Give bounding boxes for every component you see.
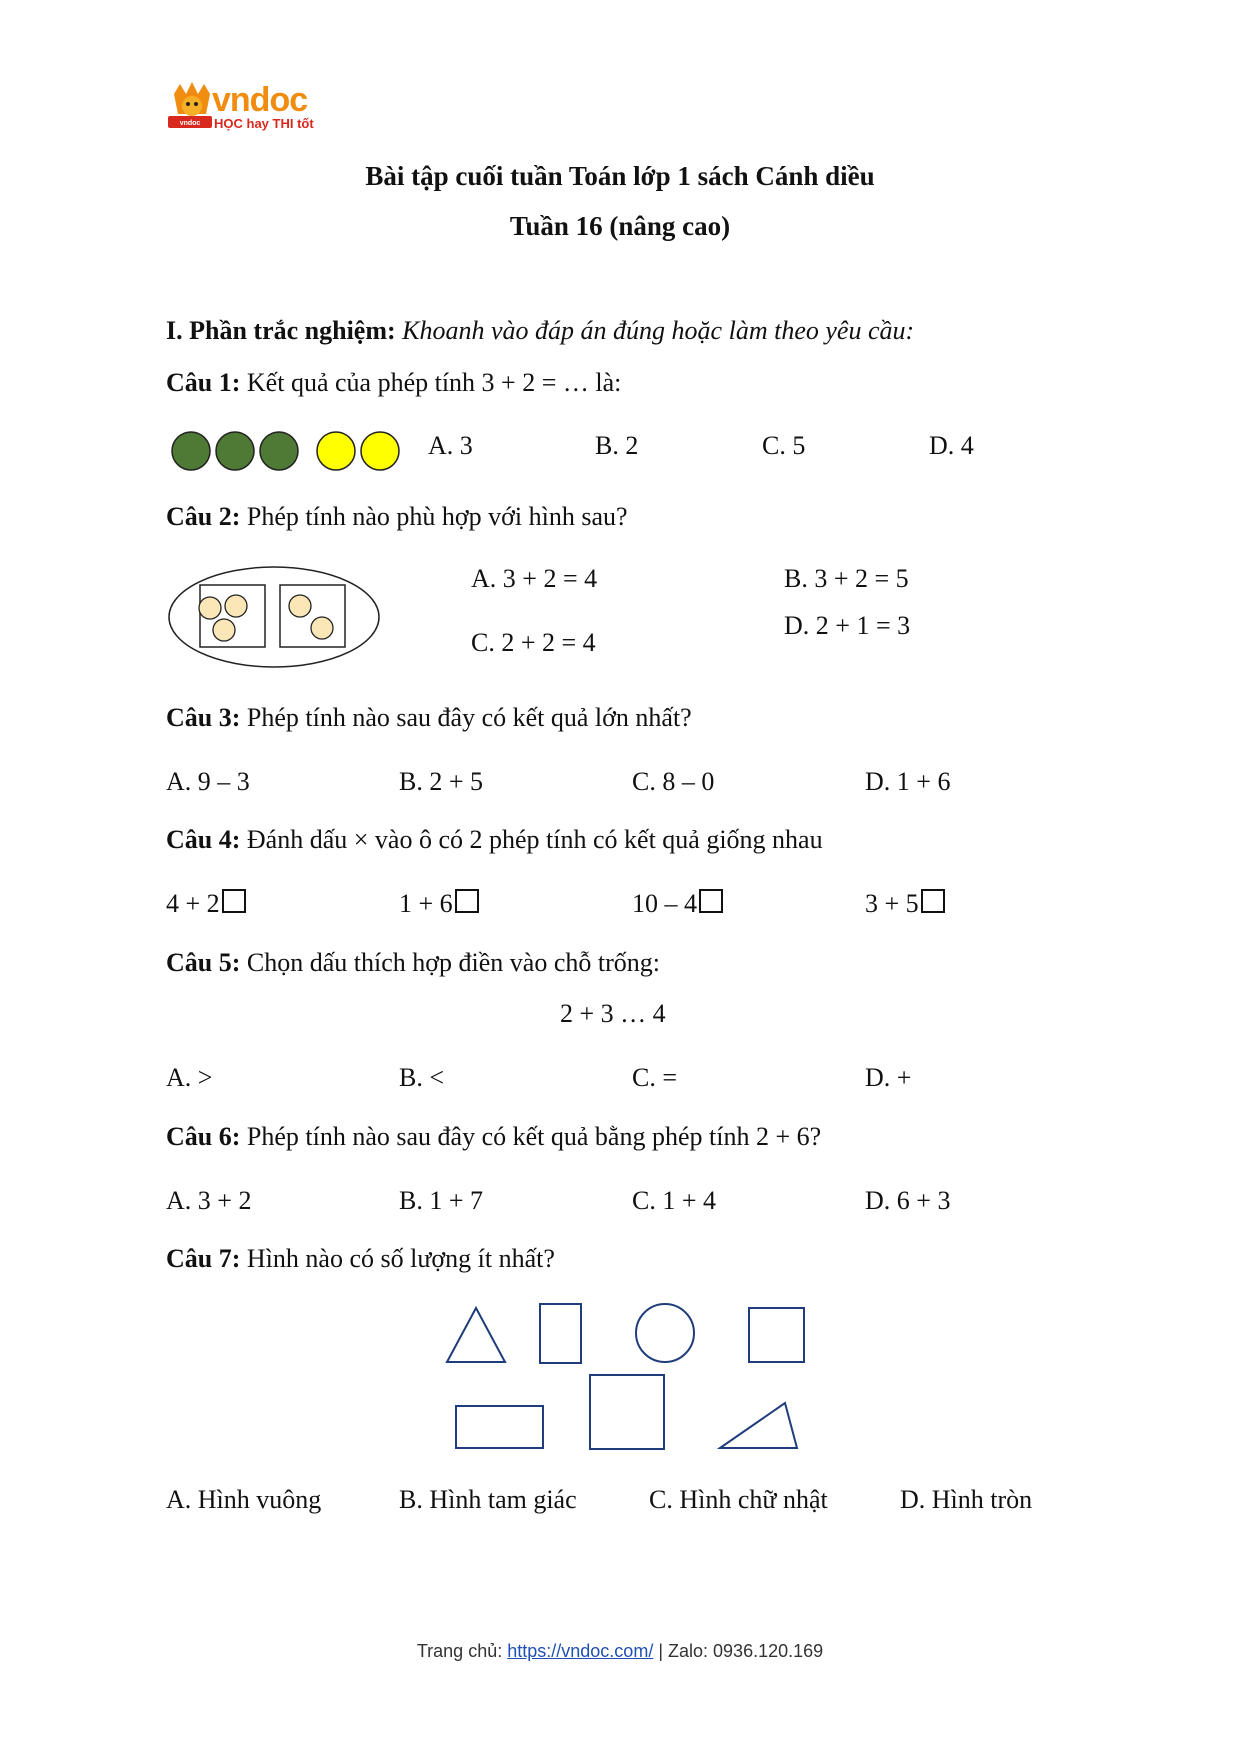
q4-expression-2: 1 + 6 bbox=[399, 889, 453, 918]
q5-option-b[interactable]: B. < bbox=[399, 1063, 445, 1092]
q2-dot bbox=[199, 597, 221, 619]
q2-dot bbox=[213, 619, 235, 641]
logo-tagline: HỌC hay THI tốt bbox=[214, 116, 314, 131]
q3-option-d[interactable]: D. 1 + 6 bbox=[865, 767, 951, 796]
q4-item-4 bbox=[865, 889, 945, 919]
q6-option-a[interactable]: A. 3 + 2 bbox=[166, 1186, 252, 1215]
q4-expression-1: 4 + 2 bbox=[166, 889, 220, 918]
q5-question bbox=[166, 948, 660, 978]
q4-expression-4: 3 + 5 bbox=[865, 889, 919, 918]
q3-option-b[interactable]: B. 2 + 5 bbox=[399, 767, 484, 796]
q3-label: Câu 3: bbox=[166, 703, 241, 732]
q2-dot bbox=[289, 595, 311, 617]
q3-option-a[interactable]: A. 9 – 3 bbox=[166, 767, 250, 796]
q5-option-c[interactable]: C. = bbox=[632, 1063, 678, 1092]
q2-dot bbox=[225, 595, 247, 617]
q7-option-b[interactable]: B. Hình tam giác bbox=[399, 1485, 577, 1514]
q4-checkbox-2[interactable] bbox=[455, 889, 479, 913]
green-counter bbox=[172, 432, 210, 470]
q2-option-b[interactable]: B. 3 + 2 = 5 bbox=[784, 564, 909, 593]
q7-text: Hình nào có số lượng ít nhất? bbox=[246, 1244, 555, 1273]
q2-box-right bbox=[280, 585, 345, 647]
page-footer bbox=[0, 1641, 1240, 1662]
q4-item-1 bbox=[166, 889, 246, 919]
page-subtitle: Tuần 16 (nâng cao) bbox=[509, 211, 731, 241]
q4-checkbox-1[interactable] bbox=[222, 889, 246, 913]
q7-question bbox=[166, 1244, 555, 1274]
yellow-counter bbox=[317, 432, 355, 470]
q7-shapes-figure bbox=[430, 1290, 830, 1460]
q1-question bbox=[166, 368, 621, 398]
svg-text:vndoc: vndoc bbox=[179, 120, 201, 127]
q5-label: Câu 5: bbox=[166, 948, 241, 977]
vndoc-logo bbox=[166, 80, 326, 136]
q6-option-d[interactable]: D. 6 + 3 bbox=[865, 1186, 951, 1215]
q2-groups-figure bbox=[166, 564, 386, 670]
shape-triangle-2 bbox=[720, 1403, 797, 1448]
q4-checkbox-3[interactable] bbox=[699, 889, 723, 913]
q3-text: Phép tính nào sau đây có kết quả lớn nhất? bbox=[246, 703, 692, 732]
q1-option-b[interactable]: B. 2 bbox=[595, 431, 639, 460]
q1-counters-figure bbox=[166, 428, 416, 474]
section-heading-label: I. Phần trắc nghiệm: bbox=[166, 316, 396, 345]
q5-option-a[interactable]: A. > bbox=[166, 1063, 213, 1092]
q2-question bbox=[166, 502, 628, 532]
q1-label: Câu 1: bbox=[166, 368, 241, 397]
q1-text: Kết quả của phép tính 3 + 2 = … là: bbox=[246, 368, 622, 397]
q4-item-2 bbox=[399, 889, 479, 919]
q7-label: Câu 7: bbox=[166, 1244, 241, 1273]
q4-item-3 bbox=[632, 889, 723, 919]
q4-text: Đánh dấu × vào ô có 2 phép tính có kết quả giống nhau bbox=[246, 825, 823, 854]
q7-option-c[interactable]: C. Hình chữ nhật bbox=[649, 1485, 828, 1514]
q4-label: Câu 4: bbox=[166, 825, 241, 854]
q7-option-a[interactable]: A. Hình vuông bbox=[166, 1485, 322, 1514]
q2-dot bbox=[311, 617, 333, 639]
q5-text: Chọn dấu thích hợp điền vào chỗ trống: bbox=[246, 948, 660, 977]
q6-option-c[interactable]: C. 1 + 4 bbox=[632, 1186, 717, 1215]
footer-home-link[interactable]: https://vndoc.com/ bbox=[507, 1641, 654, 1661]
q2-option-c[interactable]: C. 2 + 2 = 4 bbox=[471, 628, 596, 657]
q2-label: Câu 2: bbox=[166, 502, 241, 531]
green-counter bbox=[260, 432, 298, 470]
footer-prefix: Trang chủ: bbox=[416, 1641, 503, 1661]
q1-option-c[interactable]: C. 5 bbox=[762, 431, 806, 460]
page-title: Bài tập cuối tuần Toán lớp 1 sách Cánh diều bbox=[365, 161, 875, 191]
shape-rectangle-tall bbox=[540, 1304, 581, 1363]
shape-triangle-1 bbox=[447, 1308, 505, 1362]
shape-square-2 bbox=[590, 1375, 664, 1449]
q6-label: Câu 6: bbox=[166, 1122, 241, 1151]
q6-question bbox=[166, 1122, 821, 1152]
shape-square-1 bbox=[749, 1308, 804, 1362]
q3-question bbox=[166, 703, 692, 733]
logo-wordmark: vndoc bbox=[212, 81, 308, 119]
section-heading bbox=[166, 316, 914, 346]
q2-option-d[interactable]: D. 2 + 1 = 3 bbox=[784, 611, 911, 640]
logo-mascot-icon bbox=[166, 82, 214, 132]
footer-contact: | Zalo: 0936.120.169 bbox=[658, 1641, 824, 1661]
q1-option-d[interactable]: D. 4 bbox=[929, 431, 974, 460]
q4-question bbox=[166, 825, 823, 855]
q7-option-d[interactable]: D. Hình tròn bbox=[900, 1485, 1033, 1514]
green-counter bbox=[216, 432, 254, 470]
q5-option-d[interactable]: D. + bbox=[865, 1063, 912, 1092]
shape-rectangle-wide bbox=[456, 1406, 543, 1448]
q6-option-b[interactable]: B. 1 + 7 bbox=[399, 1186, 484, 1215]
q6-text: Phép tính nào sau đây có kết quả bằng phép tính 2 + 6? bbox=[246, 1122, 822, 1151]
q3-option-c[interactable]: C. 8 – 0 bbox=[632, 767, 715, 796]
q4-checkbox-4[interactable] bbox=[921, 889, 945, 913]
yellow-counter bbox=[361, 432, 399, 470]
q2-text: Phép tính nào phù hợp với hình sau? bbox=[246, 502, 628, 531]
q5-expression: 2 + 3 … 4 bbox=[560, 999, 666, 1028]
section-instruction: Khoanh vào đáp án đúng hoặc làm theo yêu cầu: bbox=[402, 316, 915, 345]
q4-expression-3: 10 – 4 bbox=[632, 889, 697, 918]
q2-option-a[interactable]: A. 3 + 2 = 4 bbox=[471, 564, 598, 593]
shape-circle bbox=[636, 1304, 694, 1362]
q1-option-a[interactable]: A. 3 bbox=[428, 431, 473, 460]
